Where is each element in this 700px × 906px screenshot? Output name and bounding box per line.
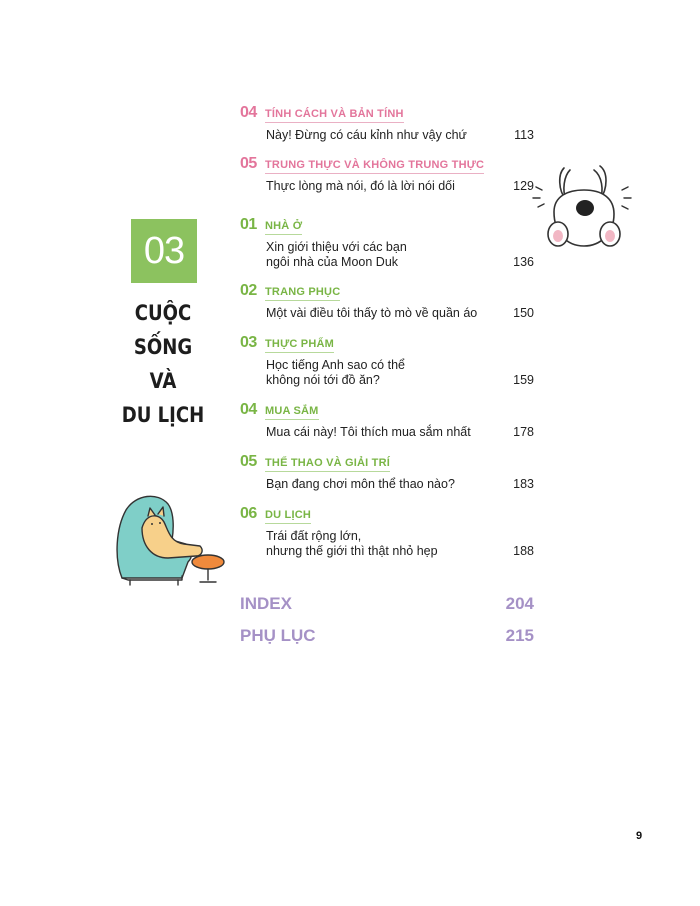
toc-entry-tag: DU LỊCH <box>265 509 311 524</box>
toc-entry-number: 02 <box>240 282 257 299</box>
toc-entry-page: 183 <box>513 477 534 491</box>
toc-entry[interactable] <box>240 453 534 492</box>
toc-entry-subtitle: Này! Đừng có cáu kỉnh như vậy chứ <box>266 128 467 142</box>
toc-entry-subtitle: ngôi nhà của Moon Duk <box>266 255 399 269</box>
toc-entry-page: 150 <box>513 306 534 320</box>
toc-entry-subtitle: Học tiếng Anh sao có thể <box>266 358 405 372</box>
toc-entry-subtitle: nhưng thế giới thì thật nhỏ hẹp <box>266 544 438 558</box>
toc-entry-number: 05 <box>240 453 257 470</box>
chapter-title-line: VÀ <box>149 369 177 393</box>
chapter-title-line: CUỘC SỐNG <box>133 301 193 359</box>
toc-appendix-row[interactable] <box>240 626 534 646</box>
toc-entry[interactable] <box>240 505 534 559</box>
toc-entry[interactable] <box>240 104 534 143</box>
toc-entry-tag: THỂ THAO VÀ GIẢI TRÍ <box>265 457 390 472</box>
toc-entry-subtitle: Một vài điều tôi thấy tò mò về quần áo <box>266 306 478 320</box>
chapter-number: 03 <box>143 229 185 272</box>
toc-entry-page: 188 <box>513 544 534 558</box>
toc-entry-subtitle: không nói tới đồ ăn? <box>266 373 380 387</box>
toc-index-label: INDEX <box>240 594 292 613</box>
toc-entry-number: 04 <box>240 401 257 418</box>
toc-entry-page: 136 <box>513 255 534 269</box>
toc-appendix-label: PHỤ LỤC <box>240 626 316 645</box>
toc-entry-tag: NHÀ Ở <box>265 220 302 235</box>
cat-on-armchair-illustration <box>108 488 230 586</box>
chapter-title-line: DU LỊCH <box>121 403 205 427</box>
toc-entry-number: 05 <box>240 155 257 172</box>
toc-entry-subtitle: Bạn đang chơi môn thể thao nào? <box>266 477 455 491</box>
toc-entry-page: 178 <box>513 425 534 439</box>
toc-entry-number: 03 <box>240 334 257 351</box>
toc-entry-tag: TRANG PHỤC <box>265 286 340 301</box>
toc-entry-subtitle: Trái đất rộng lớn, <box>266 529 362 543</box>
toc-entry-number: 04 <box>240 104 257 121</box>
toc-entry-tag: TÍNH CÁCH VÀ BẢN TÍNH <box>265 108 404 123</box>
toc-index-row[interactable] <box>240 594 534 614</box>
toc-entry-page: 159 <box>513 373 534 387</box>
toc-entry-page: 129 <box>513 179 534 193</box>
toc-index-page: 204 <box>505 594 534 613</box>
toc-entry-tag: THỰC PHẨM <box>265 338 334 353</box>
toc-entry-tag: MUA SẮM <box>265 405 319 420</box>
toc-entry[interactable] <box>240 155 534 194</box>
toc-entry-number: 01 <box>240 216 257 233</box>
page-number: 9 <box>636 830 643 842</box>
toc-entry-page: 113 <box>514 128 534 142</box>
toc-entry-subtitle: Mua cái này! Tôi thích mua sắm nhất <box>266 425 471 439</box>
toc-entry-tag: TRUNG THỰC VÀ KHÔNG TRUNG THỰC <box>265 159 484 174</box>
toc-entry-subtitle: Thực lòng mà nói, đó là lời nói dối <box>266 179 455 193</box>
toc-entry-subtitle: Xin giới thiệu với các bạn <box>266 240 407 254</box>
toc-entry[interactable] <box>240 282 534 321</box>
toc-entry[interactable] <box>240 216 534 270</box>
toc-entry[interactable] <box>240 401 534 440</box>
toc-entry-number: 06 <box>240 505 257 522</box>
crying-rabbit-illustration <box>528 160 638 252</box>
toc-entry[interactable] <box>240 334 534 388</box>
toc-appendix-page: 215 <box>505 626 534 645</box>
